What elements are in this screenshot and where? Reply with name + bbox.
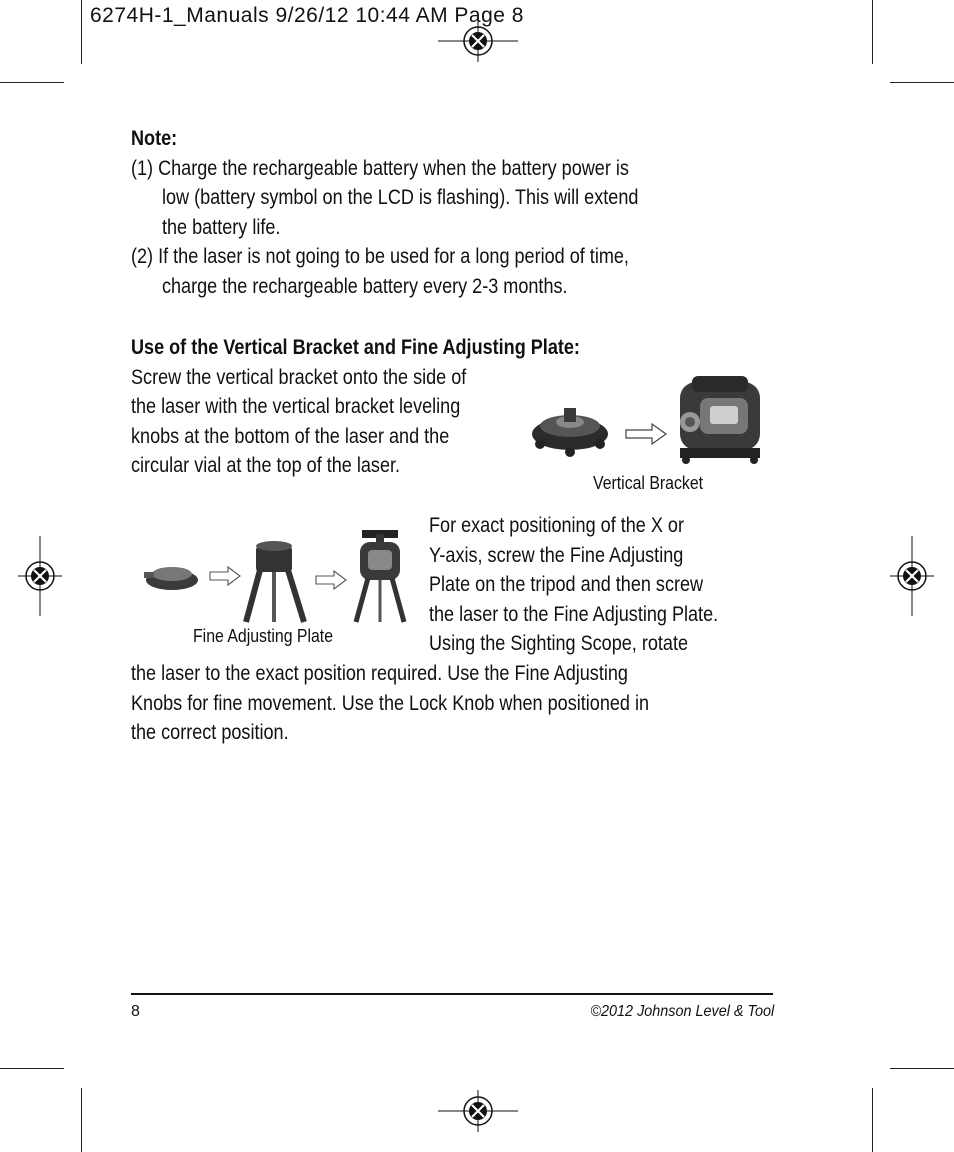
- registration-mark-icon: [438, 20, 518, 62]
- fine-adjusting-text-line-5: Using the Sighting Scope, rotate: [429, 632, 689, 655]
- note-heading: Note:: [131, 127, 178, 150]
- arrow-right-icon: [210, 567, 240, 585]
- note-item-2-line-2: charge the rechargeable battery every 2-3 months.: [161, 274, 568, 298]
- crop-mark-bottom-left-h: [0, 1068, 64, 1069]
- vertical-bracket-text-line-3: knobs at the bottom of the laser and the: [131, 424, 450, 448]
- fine-adjusting-text-line-3: Plate on the tripod and then screw: [429, 573, 704, 596]
- vertical-bracket-caption: Vertical Bracket: [593, 473, 704, 493]
- fine-adjusting-text: [429, 511, 718, 659]
- note-item-2-line-1: (2) If the laser is not going to be used for a long period of time,: [131, 245, 629, 268]
- fine-adjusting-plate-caption: Fine Adjusting Plate: [193, 626, 334, 646]
- fine-adjusting-text-line-4: the laser to the Fine Adjusting Plate.: [429, 602, 719, 626]
- vertical-bracket-illustration: [530, 372, 780, 466]
- positioning-text-line-1: the laser to the exact position required. Use the Fine Adjusting: [131, 662, 628, 685]
- note-item-1-line-3: the battery life.: [161, 215, 281, 239]
- crop-mark-top-left-h: [0, 82, 64, 83]
- note-item-1-line-1: (1) Charge the rechargeable battery when the battery power is: [131, 156, 629, 180]
- fine-adjusting-text-line-1: For exact positioning of the X or: [429, 514, 684, 537]
- fine-adjusting-text-line-2: Y-axis, screw the Fine Adjusting: [429, 543, 684, 567]
- page-number: 8: [131, 1003, 140, 1020]
- crop-mark-bottom-left-v: [81, 1088, 82, 1152]
- vertical-bracket-text-line-4: circular vial at the top of the laser.: [131, 454, 401, 477]
- registration-mark-icon: [438, 1090, 518, 1132]
- crop-mark-top-right-h: [890, 82, 954, 83]
- section-heading: Use of the Vertical Bracket and Fine Adjusting Plate:: [131, 336, 580, 359]
- positioning-text: [131, 659, 649, 748]
- vertical-bracket-text-line-1: Screw the vertical bracket onto the side of: [131, 365, 467, 389]
- copyright: ©2012 Johnson Level & Tool: [590, 1003, 774, 1020]
- crop-mark-bottom-right-v: [872, 1088, 873, 1152]
- arrow-right-icon: [316, 571, 346, 589]
- footer-rule: [131, 993, 773, 995]
- print-slug: 6274H-1_Manuals 9/26/12 10:44 AM Page 8: [90, 4, 524, 27]
- bracket-section-block: [131, 333, 580, 481]
- registration-mark-icon: [18, 536, 62, 616]
- positioning-text-line-2: Knobs for fine movement. Use the Lock Knob when positioned in: [131, 691, 650, 715]
- vertical-bracket-text-line-2: the laser with the vertical bracket leveling: [131, 395, 461, 418]
- crop-mark-top-right-v: [872, 0, 873, 64]
- crop-mark-bottom-right-h: [890, 1068, 954, 1069]
- note-item-1-line-2: low (battery symbol on the LCD is flashing). This will extend: [161, 186, 639, 209]
- crop-mark-top-left-v: [81, 0, 82, 64]
- fine-adjusting-plate-illustration: [140, 528, 410, 624]
- registration-mark-icon: [890, 536, 934, 616]
- positioning-text-line-3: the correct position.: [131, 721, 289, 744]
- arrow-right-icon: [626, 424, 666, 444]
- note-block: [131, 124, 638, 301]
